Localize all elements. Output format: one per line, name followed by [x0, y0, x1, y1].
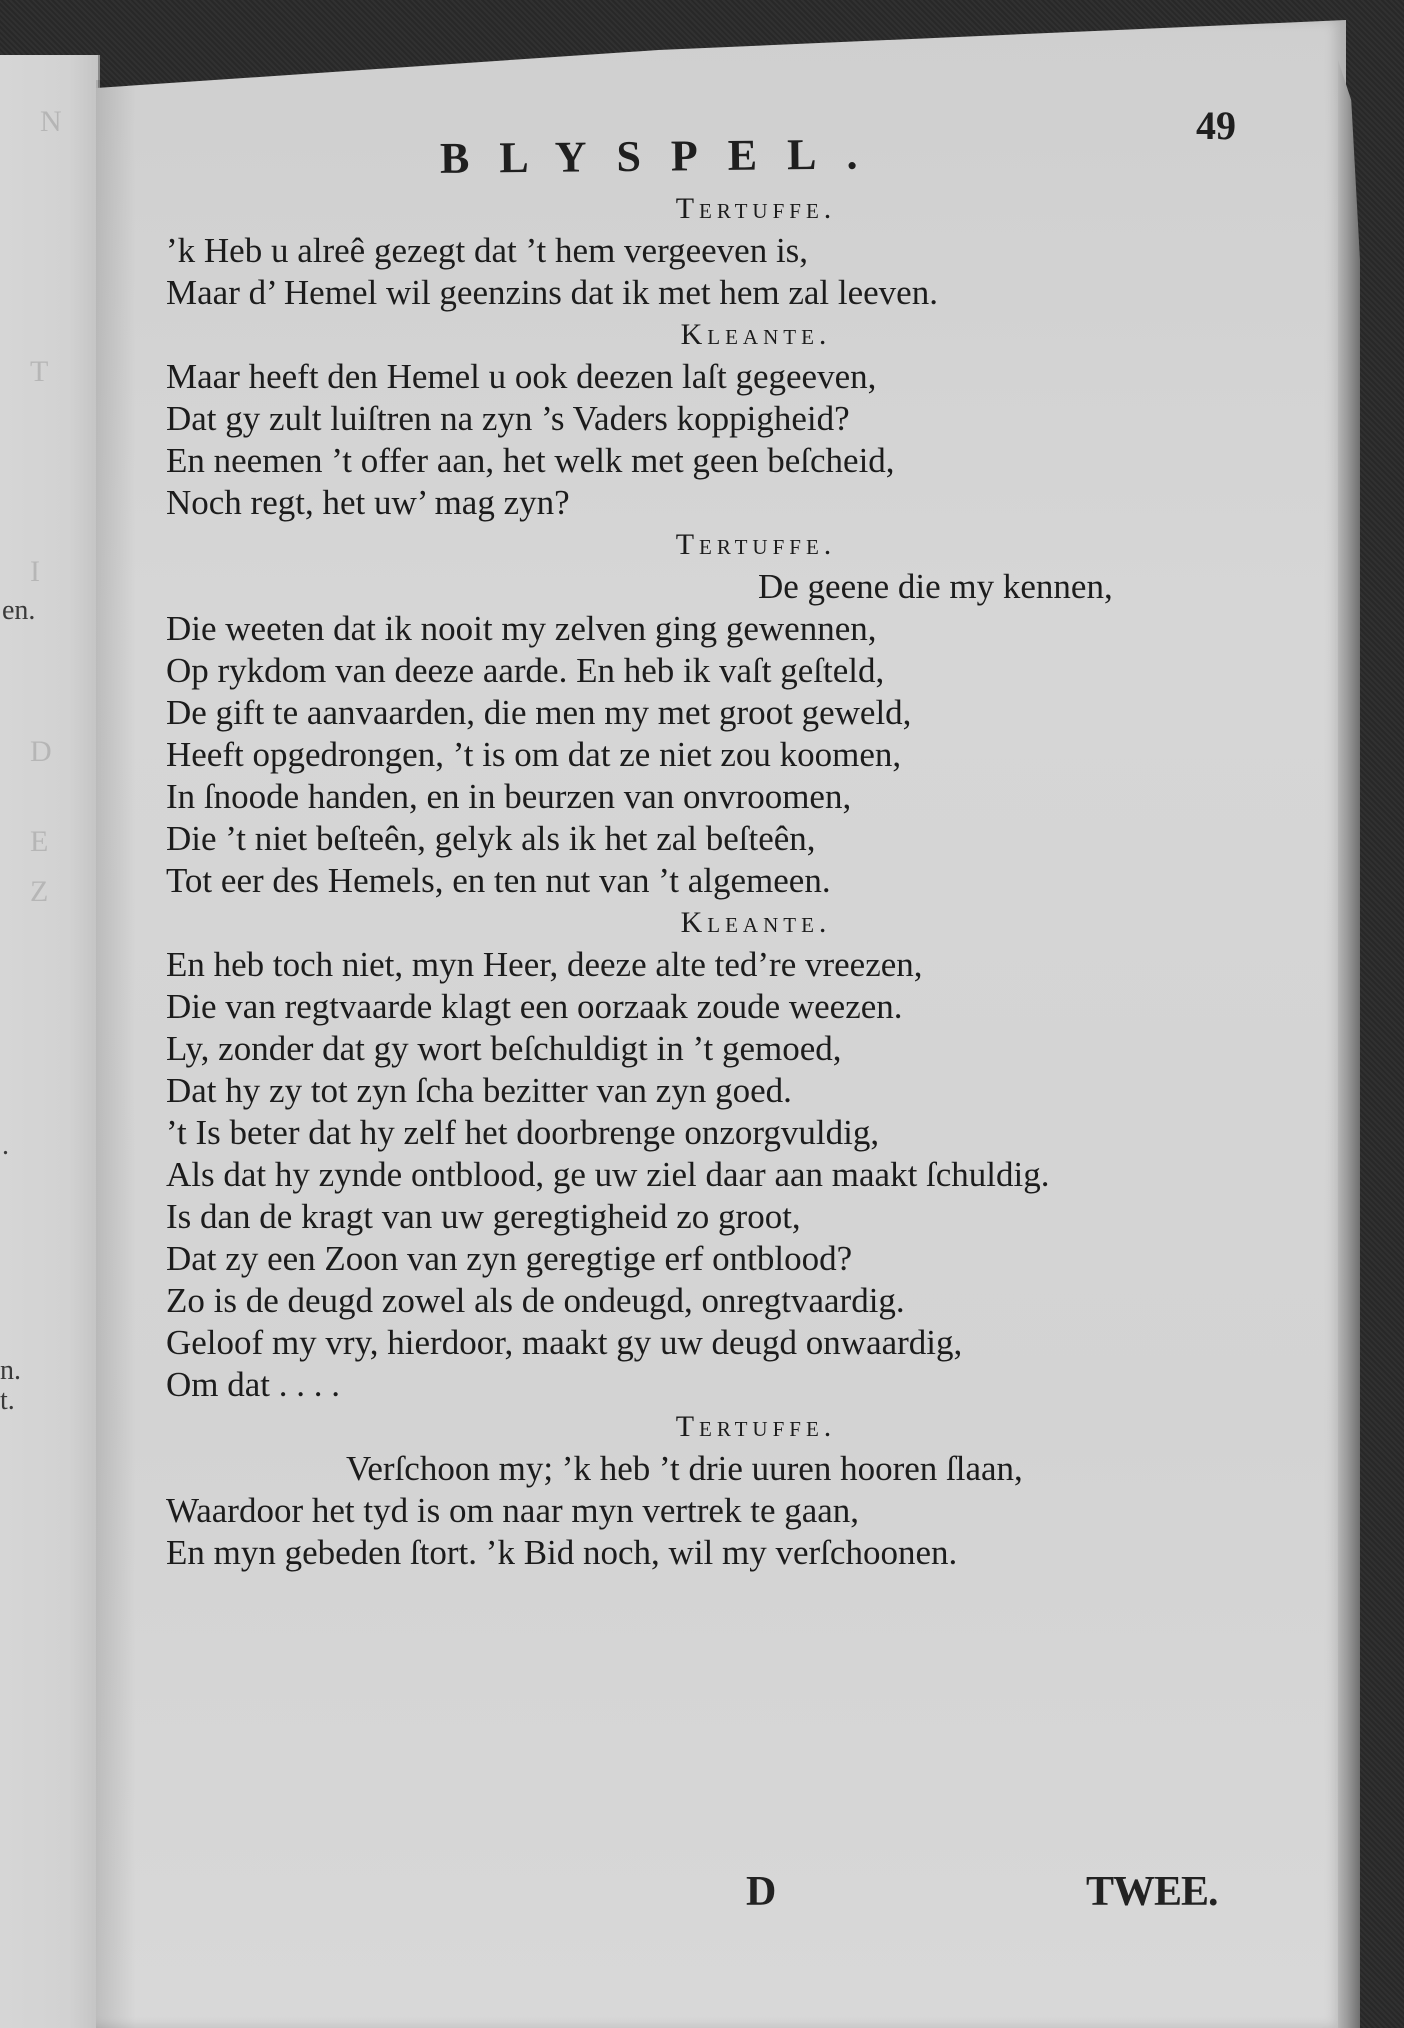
page-edges: [1338, 60, 1360, 2028]
verse-line: Zo is de deugd zowel als de ondeugd, onregtvaardig.: [166, 1281, 905, 1320]
verse-line: Op rykdom van deeze aarde. En heb ik vaſt geſteld,: [166, 651, 885, 690]
verse-line: Om dat . . . .: [166, 1365, 341, 1404]
bleed-through-text: E: [30, 825, 51, 858]
verse-line: Waardoor het tyd is om naar myn vertrek te gaan,: [166, 1491, 860, 1530]
gutter-shadow: [96, 80, 136, 2028]
verse-line: Heeft opgedrongen, ’t is om dat ze niet zou koomen,: [166, 735, 902, 774]
verse-line: Die ’t niet beſteên, gelyk als ik het zal beſteên,: [166, 819, 816, 858]
bleed-through-text: N: [40, 105, 64, 138]
verse-line: En myn gebeden ſtort. ’k Bid noch, wil my verſchoonen.: [166, 1533, 958, 1572]
speaker-heading: Tertuffe.: [675, 1410, 837, 1443]
bleed-through-text: T: [30, 355, 51, 388]
verse-line: In ſnoode handen, en in beurzen van onvroomen,: [166, 777, 852, 816]
verse-line: Maar heeft den Hemel u ook deezen laſt gegeeven,: [166, 357, 877, 396]
verse-line: Die weeten dat ik nooit my zelven ging gewennen,: [166, 609, 877, 648]
facing-fragment: n.: [0, 1355, 21, 1386]
verse-line: Dat zy een Zoon van zyn geregtige erf ontblood?: [166, 1239, 853, 1278]
facing-fragment: en.: [2, 595, 36, 626]
verse-line: Maar d’ Hemel wil geenzins dat ik met hem zal leeven.: [166, 273, 938, 312]
verse-line: Is dan de kragt van uw geregtigheid zo groot,: [166, 1197, 801, 1236]
verse-line: Die van regtvaarde klagt een oorzaak zoude weezen.: [166, 987, 903, 1026]
signature-mark: D: [746, 1869, 777, 1915]
verse-line: ’t Is beter dat hy zelf het doorbrenge onzorgvuldig,: [166, 1113, 880, 1152]
speaker-heading: Tertuffe.: [675, 192, 837, 225]
verse-line: Geloof my vry, hierdoor, maakt gy uw deugd onwaardig,: [166, 1323, 963, 1362]
verse-line: De geene die my kennen,: [758, 567, 1113, 606]
verse-line: Als dat hy zynde ontblood, ge uw ziel daar aan maakt ſchuldig.: [166, 1155, 1050, 1194]
speaker-heading: Kleante.: [680, 318, 832, 351]
verse-line: De gift te aanvaarden, die men my met groot geweld,: [166, 693, 912, 732]
verse-line: ’k Heb u alreê gezegt dat ’t hem vergeeven is,: [166, 231, 809, 270]
verse-line: Ly, zonder dat gy wort beſchuldigt in ’t gemoed,: [166, 1029, 842, 1068]
speaker-heading: Kleante.: [680, 906, 832, 939]
bleed-through-text: D: [30, 735, 54, 768]
verse-line: Verſchoon my; ’k heb ’t drie uuren hooren ſlaan,: [346, 1449, 1023, 1488]
verse-line: En heb toch niet, myn Heer, deeze alte ted’re vreezen,: [166, 945, 923, 984]
verse-line: En neemen ’t offer aan, het welk met geen beſcheid,: [166, 441, 895, 480]
speaker-heading: Tertuffe.: [675, 528, 837, 561]
catchword: TWEE.: [1086, 1869, 1218, 1915]
page-number: 49: [1196, 103, 1236, 148]
verse-line: Tot eer des Hemels, en ten nut van ’t algemeen.: [166, 861, 831, 900]
running-head: BLYSPEL.: [439, 129, 888, 183]
verse-line: Dat gy zult luiſtren na zyn ’s Vaders koppigheid?: [166, 399, 850, 438]
bleed-through-text: Z: [30, 875, 51, 908]
facing-page-edge: [0, 55, 100, 2028]
verse-line: Dat hy zy tot zyn ſcha bezitter van zyn goed.: [166, 1071, 792, 1110]
facing-fragment: t.: [0, 1385, 15, 1416]
facing-fragment: .: [2, 1130, 9, 1161]
bleed-through-text: I: [30, 555, 42, 588]
play-text: [166, 188, 1266, 1574]
verse-line: Noch regt, het uw’ mag zyn?: [166, 483, 570, 522]
